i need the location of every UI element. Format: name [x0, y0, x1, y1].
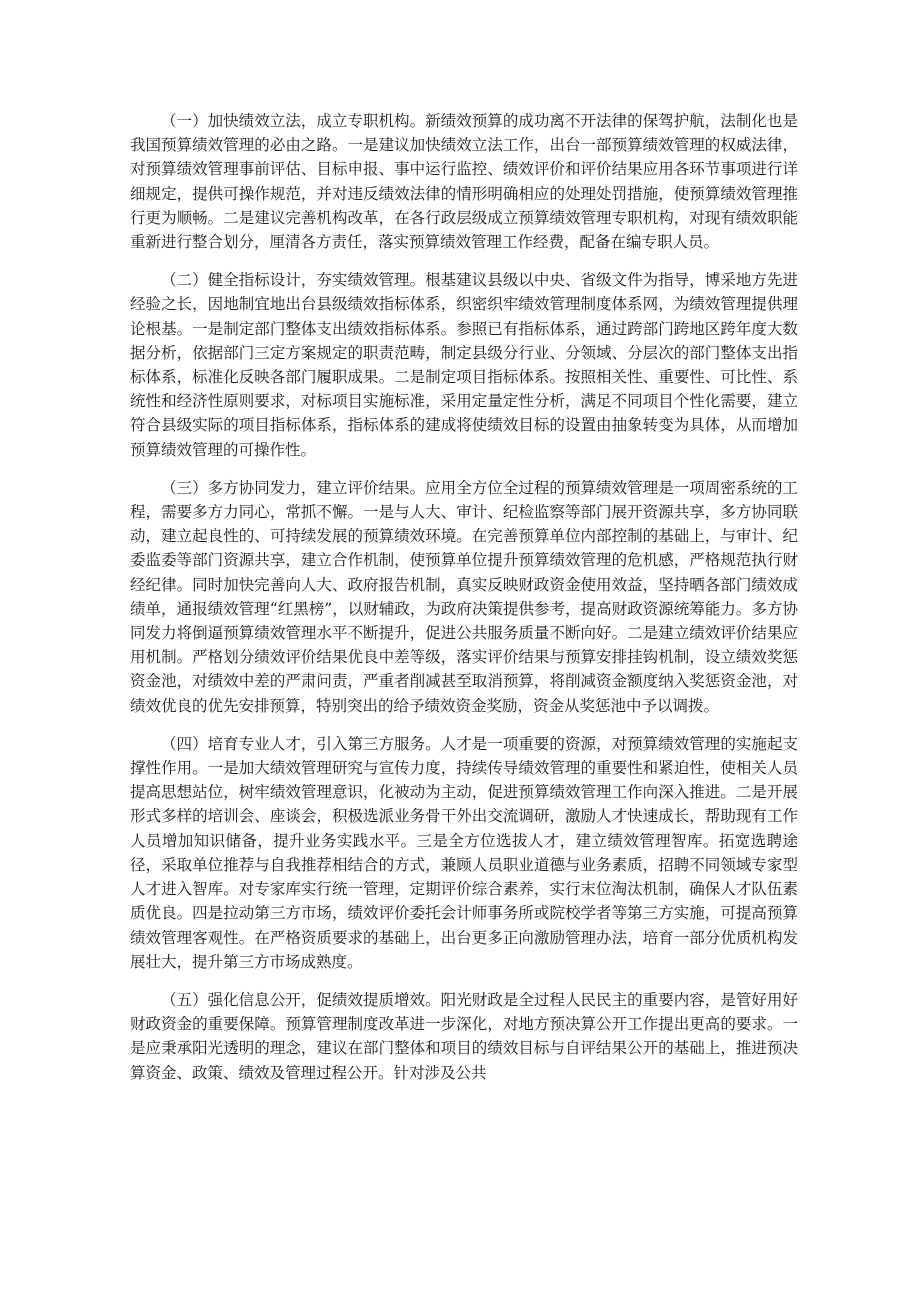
paragraph-3: （三）多方协同发力，建立评价结果。应用全方位全过程的预算绩效管理是一项周密系统的工程，需要多方力同心，常抓不懈。一是与人大、审计、纪检监察等部门展开资源共享，多方协同联动，建立起良性的、可持续发展的预算绩效环境。在完善预算单位内部控制的基础上，与审计、纪委监委等部门资源共享，建立合作机制，使预算单位提升预算绩效管理的危机感，严格规范执行财经纪律。同时加快完善向人大、政府报告机制，真实反映财政资金使用效益，坚持晒各部门绩效成绩单，通报绩效管理“红黑榜”，以财辅政，为政府决策提供参考，提高财政资源统筹能力。多方协同发力将倒逼预算绩效管理水平不断提升，促进公共服务质量不断向好。二是建立绩效评价结果应用机制。严格划分绩效评价结果优良中差等级，落实评价结果与预算安排挂钩机制，设立绩效奖惩资金池，对绩效中差的严肃问责，严重者削减甚至取消预算，将削减资金额度纳入奖惩资金池，对绩效优良的优先安排预算，特别突出的给予绩效资金奖励，资金从奖惩池中予以调拨。 — [130, 478, 798, 715]
paragraph-5: （五）强化信息公开，促绩效提质增效。阳光财政是全过程人民民主的重要内容，是管好用好财政资金的重要保障。预算管理制度改革进一步深化，对地方预决算公开工作提出更高的要求。一是应秉承阳光透明的理念，建议在部门整体和项目的绩效目标与自评结果公开的基础上，推进预决算资金、政策、绩效及管理过程公开。针对涉及公共 — [130, 990, 798, 1082]
paragraph-2: （二）健全指标设计，夯实绩效管理。根基建议县级以中央、省级文件为指导，博采地方先进经验之长，因地制宜地出台县级绩效指标体系，织密织牢绩效管理制度体系网，为绩效管理提供理论根基。一是制定部门整体支出绩效指标体系。参照已有指标体系，通过跨部门跨地区跨年度大数据分析，依据部门三定方案规定的职责范畴，制定县级分行业、分领域、分层次的部门整体支出指标体系，标准化反映各部门履职成果。二是制定项目指标体系。按照相关性、重要性、可比性、系统性和经济性原则要求，对标项目实施标准，采用定量定性分析，满足不同项目个性化需要，建立符合县级实际的项目指标体系，指标体系的建成将使绩效目标的设置由抽象转变为具体，从而增加预算绩效管理的可操作性。 — [130, 271, 798, 459]
paragraph-1: （一）加快绩效立法，成立专职机构。新绩效预算的成功离不开法律的保驾护航，法制化也是我国预算绩效管理的必由之路。一是建议加快绩效立法工作，出台一部预算绩效管理的权威法律，对预算绩效管理事前评估、目标申报、事中运行监控、绩效评价和评价结果应用各环节事项进行详细规定，提供可操作规范，并对违反绩效法律的情形明确相应的处理处罚措施，使预算绩效管理推行更为顺畅。二是建议完善机构改革，在各行政层级成立预算绩效管理专职机构，对现有绩效职能重新进行整合划分，厘清各方责任，落实预算绩效管理工作经费，配备在编专职人员。 — [130, 112, 798, 252]
document-body — [130, 109, 798, 1099]
paragraph-4: （四）培育专业人才，引入第三方服务。人才是一项重要的资源，对预算绩效管理的实施起支撑性作用。一是加大绩效管理研究与宣传力度，持续传导绩效管理的重要性和紧迫性，使相关人员提高思想站位，树牢绩效管理意识，化被动为主动，促进预算绩效管理工作向深入推进。二是开展形式多样的培训会、座谈会，积极选派业务骨干外出交流调研，激励人才快速成长，帮助现有工作人员增加知识储备，提升业务实践水平。三是全方位选拔人才，建立绩效管理智库。拓宽选聘途径，采取单位推荐与自我推荐相结合的方式，兼顾人员职业道德与业务素质，招聘不同领域专家型人才进入智库。对专家库实行统一管理，定期评价综合素养，实行末位淘汰机制，确保人才队伍素质优良。四是拉动第三方市场，绩效评价委托会计师事务所或院校学者等第三方实施，可提高预算绩效管理客观性。在严格资质要求的基础上，出台更多正向激励管理办法，培育一部分优质机构发展壮大，提升第三方市场成熟度。 — [130, 734, 798, 971]
